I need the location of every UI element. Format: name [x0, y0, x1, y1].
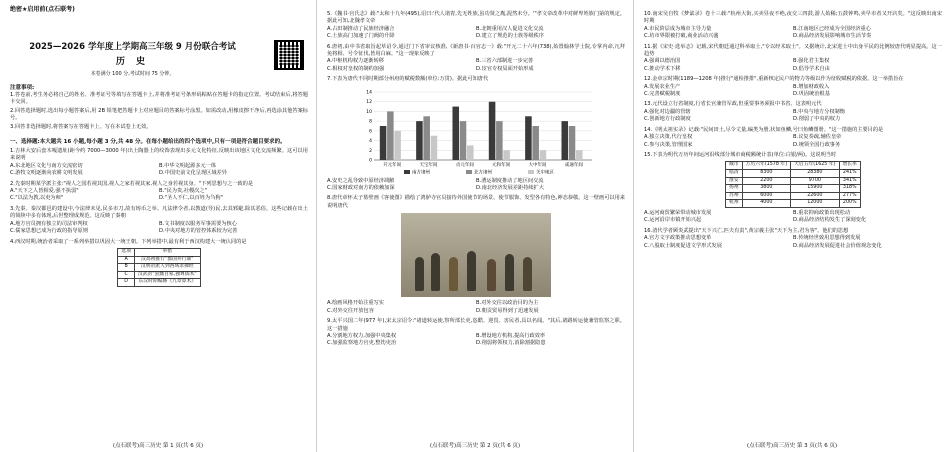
question-9: 9.太平兴国二年(977 年),宋太宗诏令:"诸道转运使,察所部长吏,恣酷、迎畏、害民者,具以名闻。"其后,诸路转运使兼管监察之职。这一措施	[327, 318, 625, 332]
bar	[503, 150, 510, 160]
bar	[576, 150, 583, 160]
secret-header: 绝密★启用前(点石联考)	[10, 6, 75, 13]
bar	[423, 116, 430, 160]
tax-bar-chart	[356, 86, 596, 178]
question-15-table: 城市 万历六年(1578 年) 天启五年(1625 年) 增长率 临清 8300 28380 241% 淮安 2200 9700 341% 扬州 3800 15900 318% 苏州 6000 22600 277% 杭州 4000 12000 200%	[725, 161, 861, 208]
question-options: A.独立决策,代行皇权 B.议复奏疏,辅佐皇帝 C.参与决策,管理国家 D.统领全国行政事务	[644, 134, 842, 148]
question-13: 13.元代设立行省制度,行省长官兼管军政,但重要事务须报中书省。这表明元代	[644, 101, 822, 108]
section-heading: 一、选择题:本大题共 16 小题,每小题 3 分,共 48 分。在每小题给出的四个选项中,只有一项是符合题目要求的。	[10, 139, 286, 146]
question-options: A.官方文字政策推动思想变革 B.传统经世致用思想得到发展 C.八股取士制度促进文学形式发展 D.商品经济发展促进社会价值观念变化	[644, 235, 882, 249]
x-tick-label: 大中年间	[528, 162, 547, 168]
y-tick-label: 10	[366, 109, 372, 115]
bar	[452, 106, 459, 159]
question-options: A.市民阶层成为城市主导力量 B.江南地区已经成为全国经济重心 C.坊市界限被打破,商业活动兴盛 D.商品经济发展影响城市生活节奏	[644, 25, 872, 40]
y-tick-label: 4	[369, 138, 372, 144]
x-tick-label: 咸通年间	[564, 162, 583, 168]
exam-page-2	[317, 0, 634, 452]
question-options: A.强化对边疆的管辖 B.中央与地方分权制衡 C.创新地方行政制度 D.削弱了中央的权力	[644, 108, 845, 123]
bar	[525, 116, 532, 160]
question-4-table: 选项 举措 A 汉高祖推行"郡国并行制" B 汉明帝派人到西域求佛经 C 汉武帝"罢黜百家,独尊儒术" D 东汉时期编修《九章算术》	[117, 248, 200, 287]
bar	[460, 121, 467, 160]
legend-label: 北方诸州	[474, 170, 492, 176]
exam-page-3	[634, 0, 950, 452]
question-6: 6.唐初,由中书省取旨起草诏令,通过门下省审议核准,《新唐书·百官志一》载:"开元二十六年(738),始置翰林学士院,专掌内命,凡拜免将相、号令征伐,皆用白麻。"这一现象反映了	[327, 43, 625, 58]
exam-info: 本卷满分 100 分,考试时间 75 分钟。	[90, 71, 175, 77]
question-7: 7.下表为唐代不同时期部分州府的赋税数额(单位:万贯)。据此可知唐代	[327, 76, 489, 83]
table-row: B 汉明帝派人到西域求佛经	[118, 264, 200, 272]
x-tick-label: 天宝年间	[419, 162, 438, 168]
table-row: 临清 8300 28380 241%	[726, 169, 861, 177]
bar	[540, 150, 547, 160]
y-tick-label: 12	[366, 99, 372, 105]
bar	[387, 111, 394, 160]
question-16: 16.清代学者顾炎武提出"天下兴亡,匹夫有责",黄宗羲主张"天下为主,君为客"。他们的思想	[644, 227, 849, 234]
question-10: 10.南宋吴自牧《梦粱录》卷十三载:"杭州大街,买卖昼夜不绝,夜交三四鼓,游人始稀;五鼓钟鸣,卖早市者又开店矣。"这反映出南宋时期	[644, 11, 942, 25]
bar	[532, 126, 539, 160]
bar	[467, 145, 474, 160]
table-row: 杭州 4000 12000 200%	[726, 200, 861, 208]
legend-label: 关中地区	[536, 170, 554, 176]
table-row: 淮安 2200 9700 341%	[726, 177, 861, 185]
bar	[489, 101, 496, 159]
question-5: 5.《魏书·官氏志》载:"太和十九年(495),诏曰:'代人诸胄,先无姓族,虽功贤之胤,混然未分。'"孝文帝改革中对鲜卑姓族门第的规定。据此可知,北魏孝文帝	[327, 11, 625, 25]
y-tick-label: 6	[369, 129, 372, 135]
notice-title: 注意事项:	[10, 85, 35, 91]
question-11: 11.据《宋史·选举志》记载,宋代朝廷通过科举取士,"专以经术取士"。又据统计,北宋进士中出身平民的比例较唐代明显提高。这一趋势	[644, 43, 942, 58]
question-options: A."天下之人皆相爱,强不执弱" B."民为贵,社稷次之" C."以法为教,以吏为师" D."圣人不仁,以百姓为刍狗"	[10, 188, 223, 202]
question-options: A.发展农业生产 B.增加财政收入 C.完善赋税制度 D.巩固统治根基	[644, 83, 830, 98]
question-options: A.绘画风格开始注重写实 B.对外交往以政治目的为主 C.对外交往开放包容 D.朝贡贸易得到了迅速发展	[327, 300, 539, 314]
notice-item: 3.回答非选择题时,将答案写在答题卡上。写在本试卷上无效。	[10, 123, 152, 130]
question-options: A.强调以德治国 B.强化君主集权 C.推动学术下移 D.倡导学术自由	[644, 58, 830, 72]
bar	[561, 121, 568, 160]
question-options: A.东北地区文化与南方交流密切 B.中华文明起源多元一体 C.游牧文明逐渐向农耕文明发展 D.中国史前文化呈现区域差异	[10, 162, 227, 177]
legend-swatch	[528, 170, 534, 174]
question-4: 4.西汉时期,统治者采取了一系列举措以巩固大一统王朝。下列举措中,最有利于西汉构建大一统认同的是	[10, 238, 247, 245]
x-tick-label: 元和年间	[492, 162, 511, 168]
bar	[416, 121, 423, 160]
subject-title: 历 史	[115, 57, 150, 67]
question-3: 3.先秦、秦汉都邑的建设中,今法律未见,民多市刀,故有铸币之举。凡法律令者,以教道(导)民,去其邪避,除其恶俗。这些记载在出土的简牍中多有体现,后世整理成规范。这反映了秦朝	[10, 205, 308, 220]
question-options: A.中枢机构权力逐渐转移 B.三省六部制进一步完善 C.相权对皇权的制约加强 D.宦官专权局面开始形成	[327, 58, 534, 72]
page-footer: (点石联考)高三历史 第 1 页(共 6 页)	[112, 443, 204, 449]
notice-item: 1.答卷前,考生务必将自己的姓名、准考证号等填写在答题卡上,并将准考证号条形码粘贴在答题卡的指定位置。考试结束后,将答题卡交回。	[10, 92, 308, 106]
mural-painting-image	[401, 213, 551, 297]
bar	[394, 131, 401, 160]
page-footer: (点石联考)高三历史 第 2 页(共 6 页)	[429, 443, 521, 449]
table-row: A 汉高祖推行"郡国并行制"	[118, 256, 200, 264]
question-1: 1.吉林大安后套木嘎遗址(距今约 7000—3000 年)出土陶器上的纹饰表现出多元文化特征,反映出该地区文化交流频繁。这可以用来说明	[10, 148, 308, 162]
bar	[496, 121, 503, 160]
question-options: A.地方官员拥有独立的司法审判权 B.文书制度以服务军事需要为核心 C.儒家思想已成为行政的指导原则 D.中央对地方的管控体系较为完善	[10, 220, 238, 235]
exam-page-1	[0, 0, 317, 452]
bar	[431, 135, 438, 159]
table-row: 苏州 6000 22600 277%	[726, 192, 861, 200]
question-options: A.运河商贸繁荣带动城市发展 B.重农抑商政策出现松动 C.运河沿岸市镇开始兴起 D.商品经济结构发生了深刻变化	[644, 209, 867, 224]
table-row: C 汉武帝"罢黜百家,独尊儒术"	[118, 271, 200, 279]
question-12: 12.金章宗时期(1189—1208 年)推行"通检推排",重新核定民户的物力等级以作为征收赋税的依据。这一举措旨在	[644, 76, 904, 83]
page-footer: (点石联考)高三历史 第 3 页(共 6 页)	[746, 443, 838, 449]
question-options: A.分割地方权力,加强中央集权 B.增设地方机构,提高行政效率 C.加强监察地方官吏,整饬吏治 D.削弱将领权力,消除割据隐患	[327, 332, 546, 347]
notice-item: 2.回答选择题时,选出每小题答案后,用 2B 铅笔把答题卡上对应题目的答案标号涂黑。如需改动,用橡皮擦干净后,再选涂其他答案标号。	[10, 107, 308, 122]
bar	[569, 126, 576, 160]
legend-swatch	[466, 170, 472, 174]
question-14: 14.《明太祖实录》记载:"民间田土,尽令丈量,编类为册,状如鱼鳞,号曰鱼鳞图册。"这一措施的主要目的是	[644, 126, 884, 133]
x-tick-label: 贞元年间	[455, 162, 474, 168]
y-tick-label: 14	[366, 90, 372, 96]
x-tick-label: 开元年间	[383, 162, 402, 168]
question-2: 2.先秦时期某学派主张:"视人之国若视其国,视人之家若视其家,视人之身若视其身。"下列思想与之一致的是	[10, 180, 254, 187]
exam-title: 2025—2026 学年度上学期高三年级 9 月份联合考试	[29, 42, 236, 52]
bar	[380, 126, 387, 160]
question-options: A.占田制推动了民族经济融合 B.北朝重用汉人促进文化交流 C.士族高门加速了门阀的升降 D.建立了规范的士族等级秩序	[327, 25, 544, 40]
y-tick-label: 2	[369, 148, 372, 154]
table-row: 扬州 3800 15900 318%	[726, 185, 861, 193]
y-tick-label: 8	[369, 119, 372, 125]
y-tick-label: 0	[369, 158, 372, 164]
question-options: A.安史之乱导致中原经济凋敝 B.漕运制度推动了地区间交流 C.国家财政对南方的依赖加深 D.南北经济发展差距持续扩大	[327, 177, 544, 192]
legend-label: 南方诸州	[412, 170, 430, 176]
question-15: 15.下表为明代万历年间运河沿线部分城市商税额统计表(单位:白银/两)。这说明当时	[644, 151, 837, 158]
legend-swatch	[404, 170, 410, 174]
question-8: 8.唐代章怀太子墓壁画《客使图》描绘了鸿胪寺官员接待外国使节的场景。使节服饰、发型各有特色,神态恭敬。这一壁画可以用来说明唐代	[327, 195, 625, 209]
table-row: D 东汉时期编修《九章算术》	[118, 279, 200, 287]
